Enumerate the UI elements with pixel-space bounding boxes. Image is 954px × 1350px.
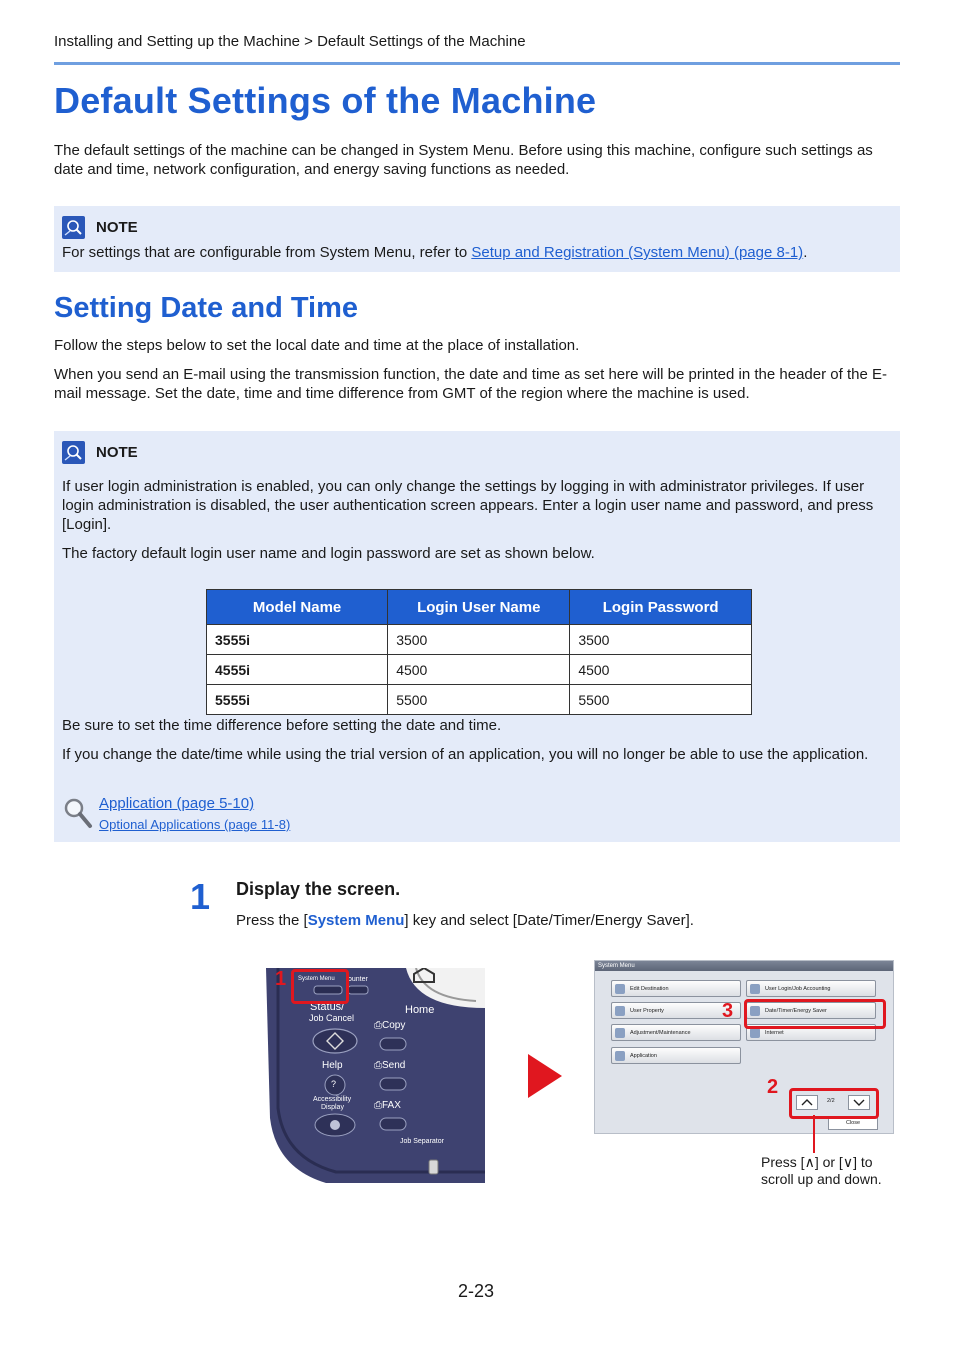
header-model-name: Model Name xyxy=(207,590,388,625)
help-question-icon: ? xyxy=(331,1079,337,1089)
note-box-1 xyxy=(54,206,900,272)
job-separator-label: Job Separator xyxy=(400,1138,444,1145)
table-cell-password: 3500 xyxy=(570,625,752,655)
note-icon xyxy=(62,216,85,239)
step-text-after: ] key and select [Date/Timer/Energy Saver]. xyxy=(404,912,694,929)
table-cell-password: 4500 xyxy=(570,655,752,685)
table-header-row xyxy=(207,590,752,625)
note-icon xyxy=(62,441,85,464)
breadcrumb: Installing and Setting up the Machine > Default Settings of the Machine xyxy=(54,33,526,50)
screen-title-bar: System Menu xyxy=(595,961,893,971)
note-1-text-after: . xyxy=(803,244,808,261)
display-label: Display xyxy=(321,1104,344,1111)
reference-magnifier-icon xyxy=(62,796,94,830)
application-icon xyxy=(615,1051,625,1061)
user-icon xyxy=(615,1006,625,1016)
table-cell-user: 5500 xyxy=(388,685,570,715)
user-login-job-accounting-button[interactable] xyxy=(746,980,876,997)
table-cell-model: 4555i xyxy=(207,655,388,685)
table-cell-password: 5500 xyxy=(570,685,752,715)
copy-text: Copy xyxy=(382,1020,406,1031)
callout-line xyxy=(813,1115,815,1153)
system-menu-screen xyxy=(594,960,894,1134)
optional-applications-link[interactable]: Optional Applications (page 11-8) xyxy=(99,817,291,832)
paragraph-1: Follow the steps below to set the local date and time at the place of installation. xyxy=(54,337,580,354)
login-table xyxy=(206,589,752,715)
wrench-icon xyxy=(615,1028,625,1038)
help-label: Help xyxy=(322,1060,343,1071)
accessibility-label: Accessibility xyxy=(313,1096,352,1103)
intro-paragraph: The default settings of the machine can be changed in System Menu. Before using this machine, configure such settings as date and time, network configuration, and energy saving functions as needed. xyxy=(54,142,873,178)
callout-3: 3 xyxy=(722,1000,734,1022)
note-label: NOTE xyxy=(96,219,138,236)
counter-key-label: ounter xyxy=(348,976,368,983)
table-cell-user: 4500 xyxy=(388,655,570,685)
note-2-paragraph-1: If user login administration is enabled, you can only change the settings by logging in with administrator privileges. If user login administration is disabled, the user authentication screen appears. Enter a login user name and password, and press [Login]. xyxy=(62,478,874,533)
table-row xyxy=(207,625,752,655)
header-login-user-name: Login User Name xyxy=(388,590,570,625)
globe-icon xyxy=(750,1028,760,1038)
paragraph-2: When you send an E-mail using the transmission function, the date and time as set here will be printed in the header of the E-mail message. Set the date, time and time difference from GMT of the region where the machine is used. xyxy=(54,366,887,402)
callout-1: 1 xyxy=(275,968,287,990)
step-instruction xyxy=(236,911,896,930)
date-timer-label: Date/Timer/Energy Saver xyxy=(765,1008,827,1014)
note-box-2 xyxy=(54,431,900,842)
header-login-password: Login Password xyxy=(570,590,752,625)
send-label: ⎙Send xyxy=(374,1060,406,1071)
note-2-paragraph-4: If you change the date/time while using the trial version of an application, you will no longer be able to use the application. xyxy=(62,746,869,763)
table-cell-model: 3555i xyxy=(207,625,388,655)
step-number: 1 xyxy=(190,876,211,917)
next-arrow-icon xyxy=(528,1054,562,1103)
internet-label: Internet xyxy=(765,1030,784,1036)
page-title: Default Settings of the Machine xyxy=(54,80,597,121)
user-login-label: User Login/Job Accounting xyxy=(765,986,831,992)
system-menu-key-label: System Menu xyxy=(298,976,335,982)
step-text-before: Press the [ xyxy=(236,912,308,929)
copy-label: ⎙Copy xyxy=(374,1020,406,1031)
scroll-caption: Press [∧] or [∨] to scroll up and down. xyxy=(761,1154,882,1187)
note-1-text xyxy=(62,243,892,262)
page-number: 2-23 xyxy=(458,1281,495,1301)
operation-panel-illustration xyxy=(266,968,485,1183)
adjustment-label: Adjustment/Maintenance xyxy=(630,1030,691,1036)
application-page-link[interactable]: Application (page 5-10) xyxy=(99,795,255,812)
scroll-buttons-highlight xyxy=(789,1088,879,1119)
table-row xyxy=(207,685,752,715)
date-timer-highlight xyxy=(744,999,886,1029)
edit-destination-button[interactable] xyxy=(611,980,741,997)
system-menu-highlight xyxy=(291,969,349,1004)
job-cancel-label: Job Cancel xyxy=(309,1013,355,1023)
application-label: Application xyxy=(630,1053,657,1059)
adjustment-maintenance-button[interactable] xyxy=(611,1024,741,1041)
section-title: Setting Date and Time xyxy=(54,292,359,324)
close-button[interactable]: Close xyxy=(828,1116,878,1130)
book-icon xyxy=(615,984,625,994)
step-title: Display the screen. xyxy=(236,879,401,899)
fax-text: FAX xyxy=(382,1100,401,1111)
application-button[interactable] xyxy=(611,1047,741,1064)
table-cell-model: 5555i xyxy=(207,685,388,715)
send-text: Send xyxy=(382,1060,406,1071)
table-cell-user: 3500 xyxy=(388,625,570,655)
edit-destination-label: Edit Destination xyxy=(630,986,669,992)
header-rule xyxy=(54,62,900,65)
user-property-label: User Property xyxy=(630,1008,664,1014)
note-2-paragraph-3: Be sure to set the time difference before setting the date and time. xyxy=(62,717,502,734)
callout-2: 2 xyxy=(767,1076,779,1098)
note-1-text-before: For settings that are configurable from System Menu, refer to xyxy=(62,244,472,261)
page-indicator: 2/2 xyxy=(827,1098,835,1104)
table-row xyxy=(207,655,752,685)
status-label: Status/ xyxy=(310,1001,345,1013)
system-menu-key-ref: System Menu xyxy=(307,912,405,929)
note-2-paragraph-2: The factory default login user name and login password are set as shown below. xyxy=(62,545,595,562)
users-icon xyxy=(750,984,760,994)
fax-label: ⎙FAX xyxy=(374,1100,401,1111)
setup-registration-link[interactable]: Setup and Registration (System Menu) (page 8-1) xyxy=(471,244,804,261)
note-label: NOTE xyxy=(96,444,138,461)
home-label: Home xyxy=(405,1004,435,1016)
